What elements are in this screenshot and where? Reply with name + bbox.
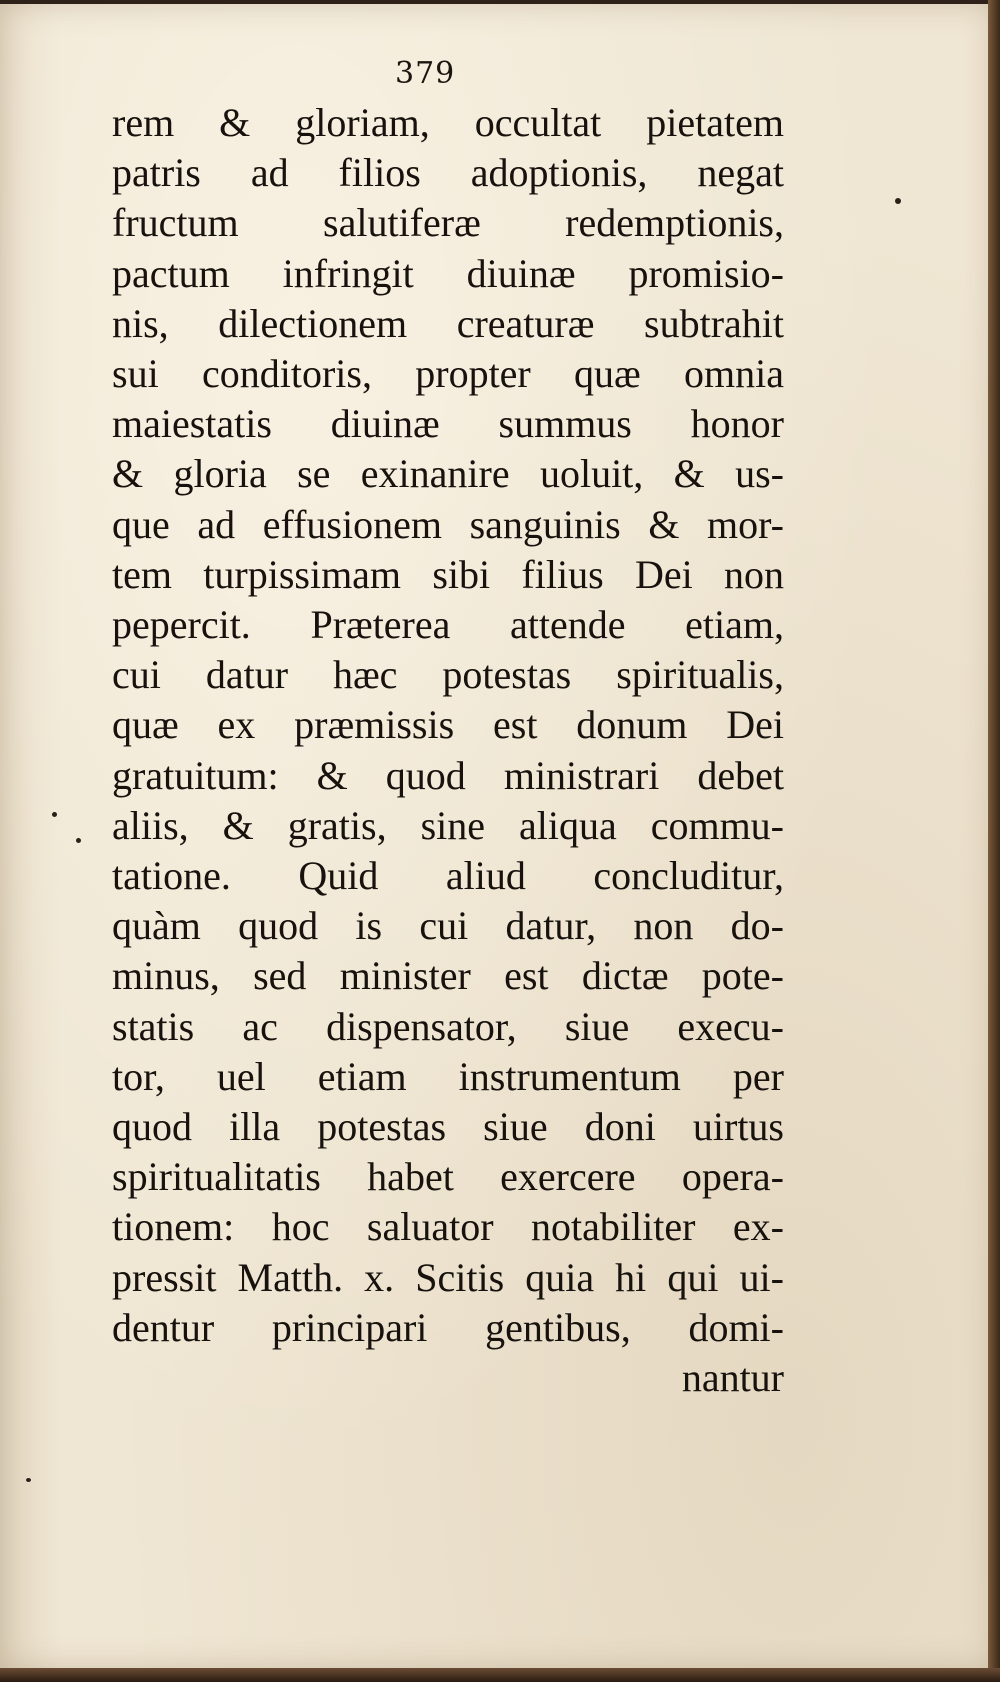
text-line: patris ad filios adoptionis, negat [112, 150, 784, 196]
text-line: pactum infringit diuinæ promisio- [112, 250, 784, 296]
ink-speck [76, 838, 81, 843]
book-page [0, 4, 992, 1668]
text-line: quod illa potestas siue doni uirtus [112, 1104, 784, 1150]
text-line: fructum salutiferæ redemptionis, [112, 200, 784, 246]
text-line: maiestatis diuinæ summus honor [112, 401, 784, 447]
page-edge-right [988, 0, 1000, 1682]
text-line: spiritualitatis habet exercere opera- [112, 1154, 784, 1200]
text-line: dentur principari gentibus, domi- [112, 1304, 784, 1350]
catchword: nantur [681, 1355, 784, 1401]
text-line: nis, dilectionem creaturæ subtrahit [112, 300, 784, 346]
text-line: tionem: hoc saluator notabiliter ex- [112, 1204, 784, 1250]
text-line: pressit Matth. x. Scitis quia hi qui ui- [112, 1254, 784, 1300]
page-number: 379 [395, 56, 456, 91]
text-line: & gloria se exinanire uoluit, & us- [112, 451, 784, 497]
text-line: statis ac dispensator, siue execu- [112, 1003, 784, 1049]
text-line: rem & gloriam, occultat pietatem [112, 100, 784, 145]
text-line: que ad effusionem sanguinis & mor- [112, 501, 784, 547]
text-line: quàm quod is cui datur, non do- [112, 903, 784, 949]
body-text [112, 98, 784, 1403]
text-line: tor, uel etiam instrumentum per [112, 1053, 784, 1099]
text-line: pepercit. Præterea attende etiam, [112, 602, 784, 648]
text-line: minus, sed minister est dictæ pote- [112, 953, 784, 999]
text-line: aliis, & gratis, sine aliqua commu- [112, 802, 784, 848]
text-line: tatione. Quid aliud concluditur, [112, 853, 784, 899]
text-line: tem turpissimam sibi filius Dei non [112, 551, 784, 597]
text-line: cui datur hæc potestas spiritualis, [112, 652, 784, 698]
ink-speck [26, 1478, 31, 1482]
text-line: gratuitum: & quod ministrari debet [112, 752, 784, 798]
page-edge-bottom [0, 1668, 1000, 1682]
ink-speck [52, 812, 57, 817]
text-line: sui conditoris, propter quæ omnia [112, 351, 784, 397]
text-line: quæ ex præmissis est donum Dei [112, 702, 784, 748]
ink-speck [895, 198, 901, 204]
